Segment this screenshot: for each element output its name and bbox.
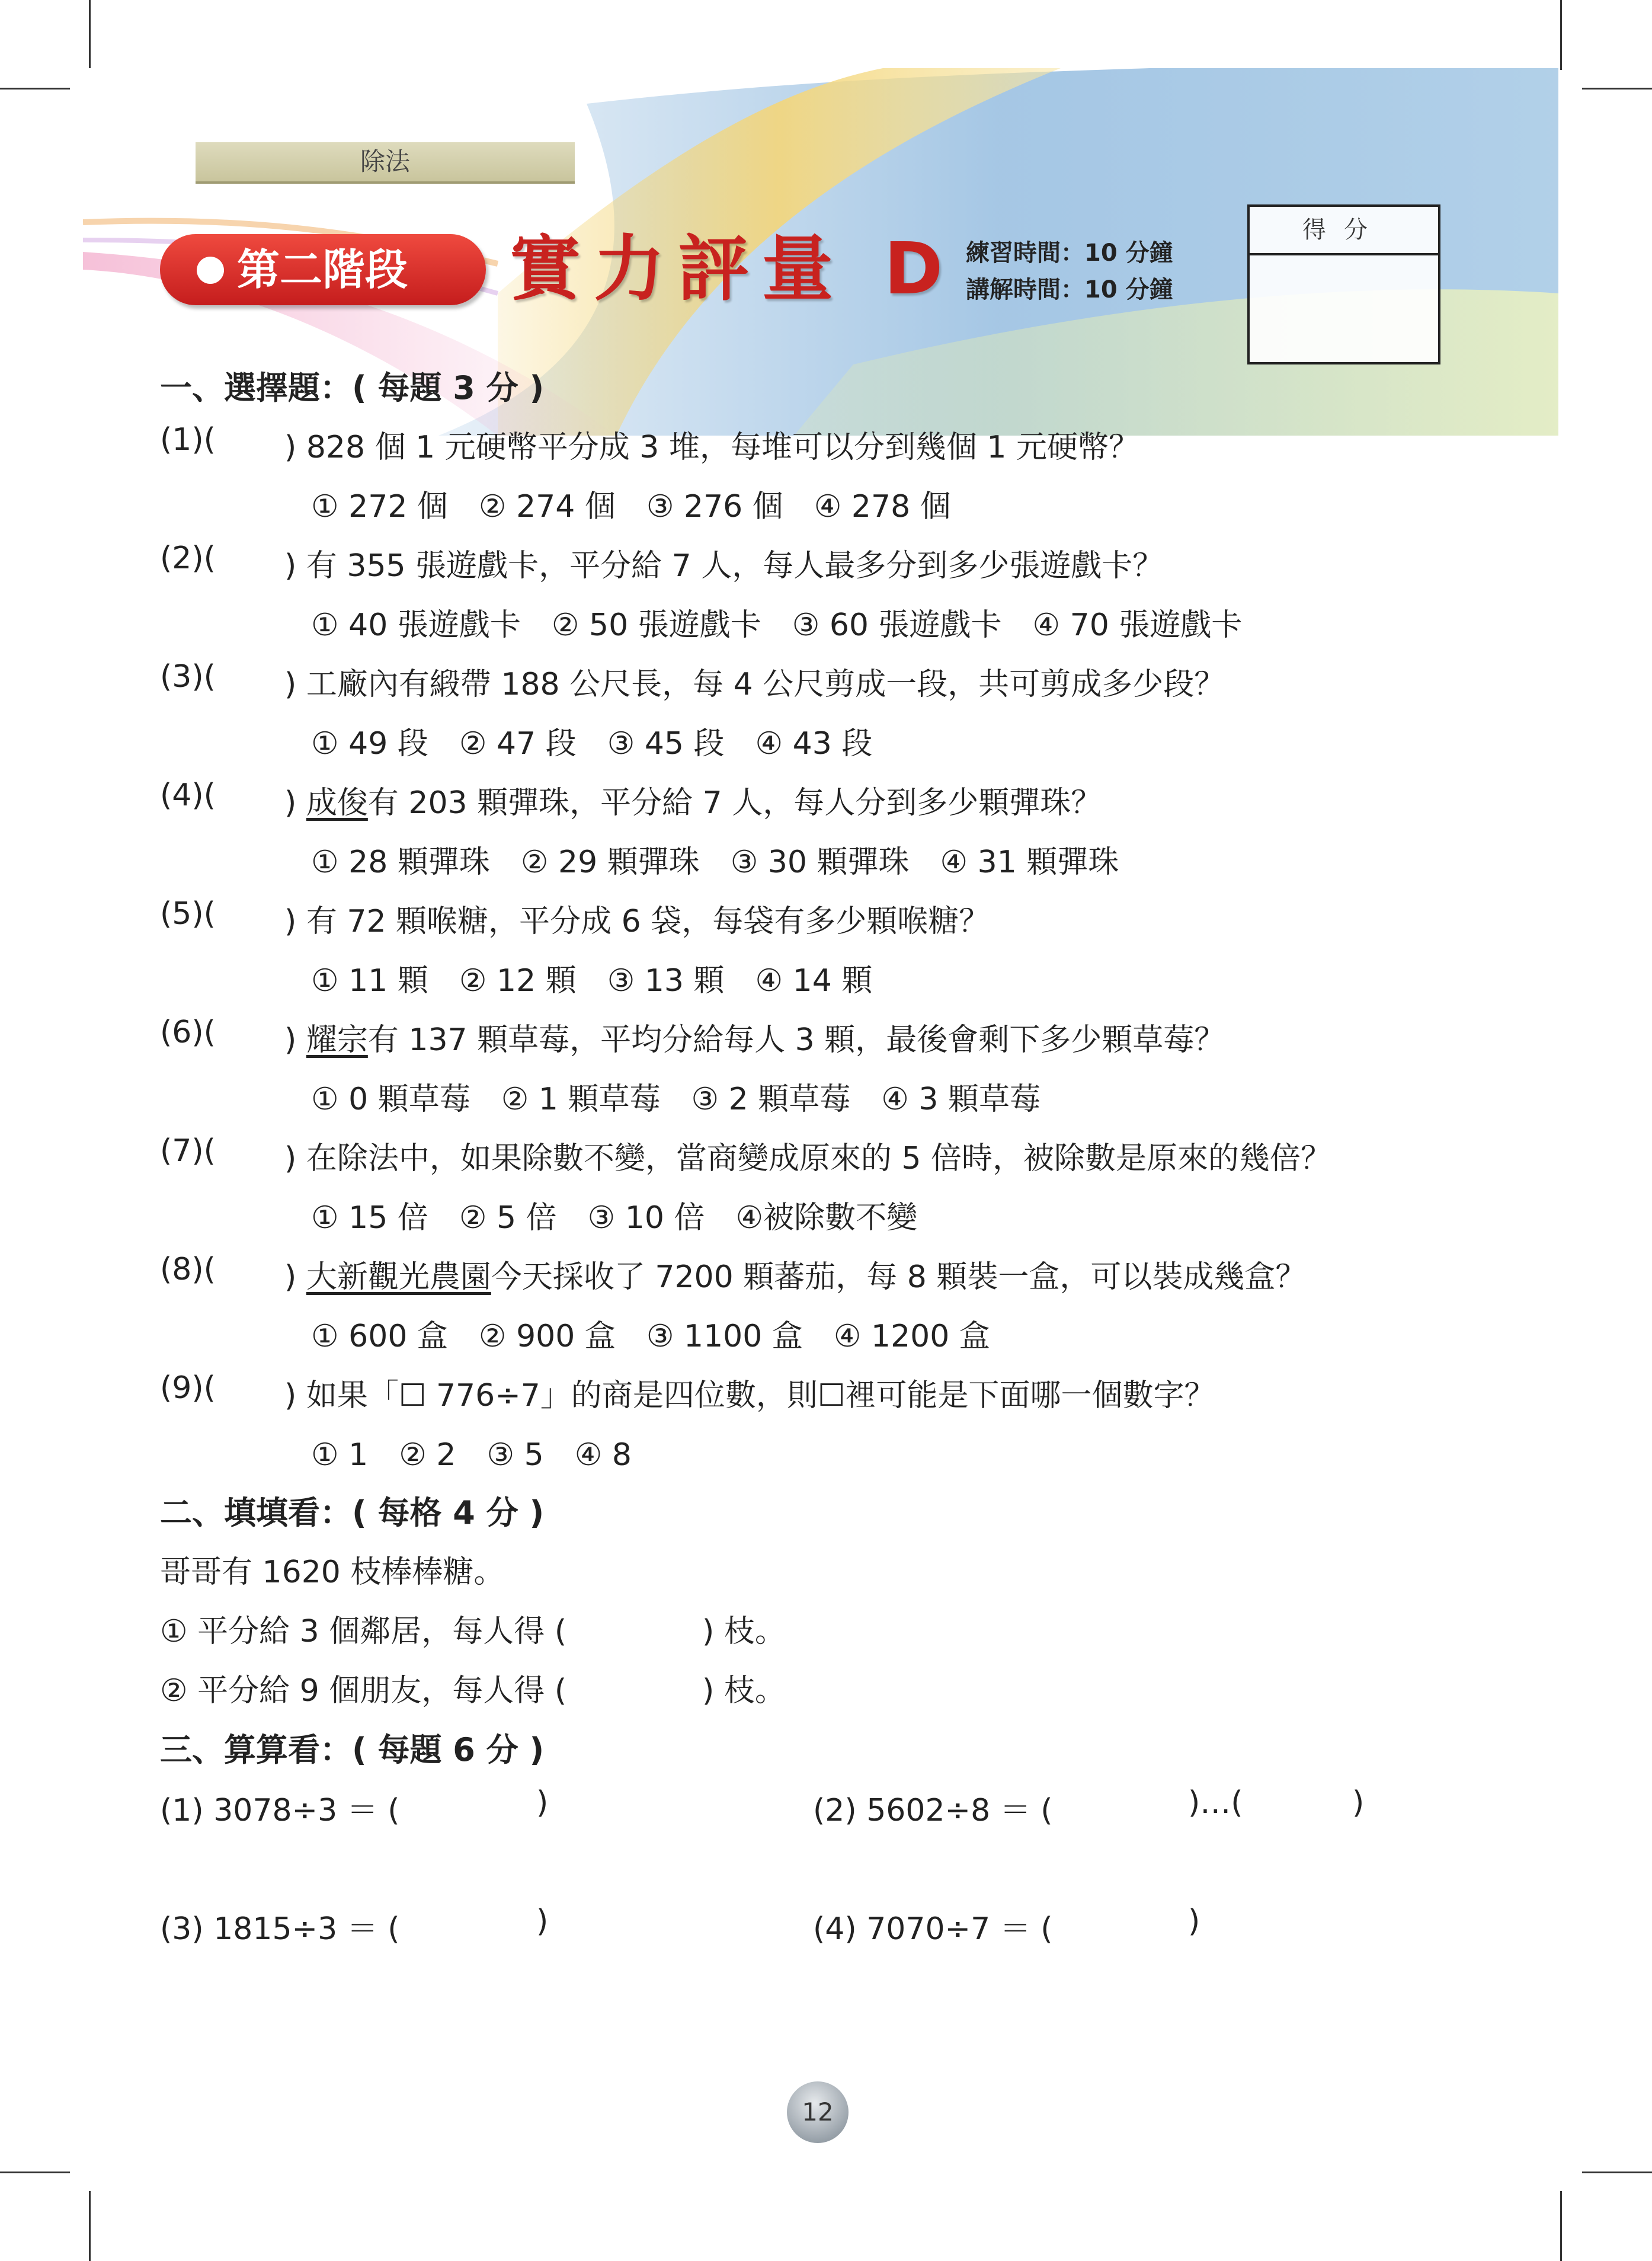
question-number: (6)( [160, 1015, 216, 1050]
answer-options: ① 11 顆 ② 12 顆 ③ 13 顆 ④ 14 顆 [311, 963, 873, 999]
answer-options: ① 272 個 ② 274 個 ③ 276 個 ④ 278 個 [311, 489, 951, 525]
answer-options: ① 600 盒 ② 900 盒 ③ 1100 盒 ④ 1200 盒 [311, 1319, 990, 1354]
question-text [284, 778, 1102, 822]
answer-paren-close: ) [284, 785, 297, 821]
question-text [284, 1252, 1306, 1296]
calc-item-2-mid: )…( [1188, 1785, 1243, 1821]
answer-paren-close: ) [284, 1259, 297, 1295]
bullet-dot-icon [197, 257, 224, 284]
answer-paren-close: ) [284, 548, 297, 584]
fill-item-1-text: ① 平分給 3 個鄰居，每人得 ( [160, 1614, 567, 1649]
fill-item-2-text: ② 平分給 9 個朋友，每人得 ( [160, 1673, 567, 1709]
underlined-name: 成俊 [306, 785, 368, 821]
crop-mark [1582, 2172, 1652, 2173]
question-text [284, 896, 990, 941]
crop-mark [1560, 2191, 1562, 2261]
question-text [284, 1370, 1215, 1415]
calc-item-1-text: (1) 3078÷3 ＝ ( [160, 1793, 400, 1828]
question-text-part: 工廠內有緞帶 188 公尺長，每 4 公尺剪成一段，共可剪成多少段？ [306, 667, 1225, 702]
score-label: 得分 [1250, 207, 1438, 255]
question-text-part: 828 個 1 元硬幣平分成 3 堆，每堆可以分到幾個 1 元硬幣？ [306, 430, 1140, 465]
question-number: (9)( [160, 1370, 216, 1406]
answer-paren-close: ) [284, 1141, 297, 1176]
question-number: (7)( [160, 1133, 216, 1169]
answer-paren-close: ) [284, 1022, 297, 1058]
practice-time: 練習時間：10 分鐘 [966, 239, 1173, 267]
answer-options: ① 40 張遊戲卡 ② 50 張遊戲卡 ③ 60 張遊戲卡 ④ 70 張遊戲卡 [311, 607, 1243, 643]
calc-item-2-text: (2) 5602÷8 ＝ ( [813, 1793, 1053, 1828]
question-text-part: 有 72 顆喉糖，平分成 6 袋，每袋有多少顆喉糖？ [306, 904, 990, 939]
answer-options: ① 28 顆彈珠 ② 29 顆彈珠 ③ 30 顆彈珠 ④ 31 顆彈珠 [311, 845, 1119, 880]
question-text-part: 有 137 顆草莓，平均分給每人 3 顆，最後會剩下多少顆草莓？ [367, 1022, 1225, 1058]
underlined-name: 耀宗 [306, 1022, 368, 1058]
answer-options: ① 15 倍 ② 5 倍 ③ 10 倍 ④被除數不變 [311, 1200, 918, 1236]
answer-paren-close: ) [284, 1378, 297, 1413]
score-box [1247, 204, 1440, 364]
question-number: (4)( [160, 778, 216, 813]
answer-paren-close: ) [284, 667, 297, 702]
fill-item-1-close: ) 枝。 [702, 1614, 786, 1649]
question-number: (2)( [160, 541, 216, 576]
section-title-calc: 三、算算看：( 每題 6 分 ) [160, 1731, 545, 1768]
page-number: 12 [787, 2081, 849, 2143]
crop-mark [0, 88, 70, 89]
calc-item-1-close: ) [536, 1785, 549, 1821]
calc-item-4-close: ) [1188, 1904, 1200, 1939]
answer-options: ① 0 顆草莓 ② 1 顆草莓 ③ 2 顆草莓 ④ 3 顆草莓 [311, 1082, 1041, 1117]
question-text [284, 422, 1139, 466]
answer-paren-close: ) [284, 430, 297, 465]
question-text [284, 1015, 1225, 1059]
crop-mark [89, 2191, 91, 2261]
calc-item-3-close: ) [536, 1904, 549, 1939]
question-text-part: 在除法中，如果除數不變，當商變成原來的 5 倍時，被除數是原來的幾倍？ [306, 1141, 1331, 1176]
crop-mark [0, 2172, 70, 2173]
crop-mark [1582, 88, 1652, 89]
page-title: 實力評量 D [510, 228, 956, 311]
answer-options: ① 1 ② 2 ③ 5 ④ 8 [311, 1437, 632, 1473]
underlined-name: 大新觀光農園 [306, 1259, 491, 1295]
section-title-choice: 一、選擇題：( 每題 3 分 ) [160, 369, 545, 407]
question-text [284, 1133, 1331, 1178]
question-number: (3)( [160, 659, 216, 695]
stage-label: 第二階段 [237, 245, 408, 295]
answer-options: ① 49 段 ② 47 段 ③ 45 段 ④ 43 段 [311, 726, 873, 762]
question-text-part: 有 203 顆彈珠，平分給 7 人，每人分到多少顆彈珠？ [367, 785, 1102, 821]
section-title-fill: 二、填填看：( 每格 4 分 ) [160, 1494, 545, 1531]
calc-item-3-text: (3) 1815÷3 ＝ ( [160, 1911, 400, 1947]
lecture-time: 講解時間：10 分鐘 [966, 276, 1173, 303]
answer-paren-close: ) [284, 904, 297, 939]
question-number: (5)( [160, 896, 216, 932]
question-number: (1)( [160, 422, 216, 458]
fill-item-2-close: ) 枝。 [702, 1673, 786, 1709]
question-number: (8)( [160, 1252, 216, 1287]
crop-mark [89, 0, 91, 70]
stage-badge [160, 234, 486, 305]
question-text [284, 541, 1163, 585]
category-label: 除法 [196, 142, 575, 184]
calc-item-4-text: (4) 7070÷7 ＝ ( [813, 1911, 1053, 1947]
calc-item-2-close: ) [1352, 1785, 1365, 1821]
question-text-part: 有 355 張遊戲卡，平分給 7 人，每人最多分到多少張遊戲卡？ [306, 548, 1164, 584]
question-text-part: 今天採收了 7200 顆蕃茄，每 8 顆裝一盒，可以裝成幾盒？ [491, 1259, 1307, 1295]
fill-intro: 哥哥有 1620 枝棒棒糖。 [160, 1555, 505, 1590]
question-text [284, 659, 1225, 703]
question-text-part: 如果「☐ 776÷7」的商是四位數，則☐裡可能是下面哪一個數字？ [306, 1378, 1215, 1413]
crop-mark [1560, 0, 1562, 70]
